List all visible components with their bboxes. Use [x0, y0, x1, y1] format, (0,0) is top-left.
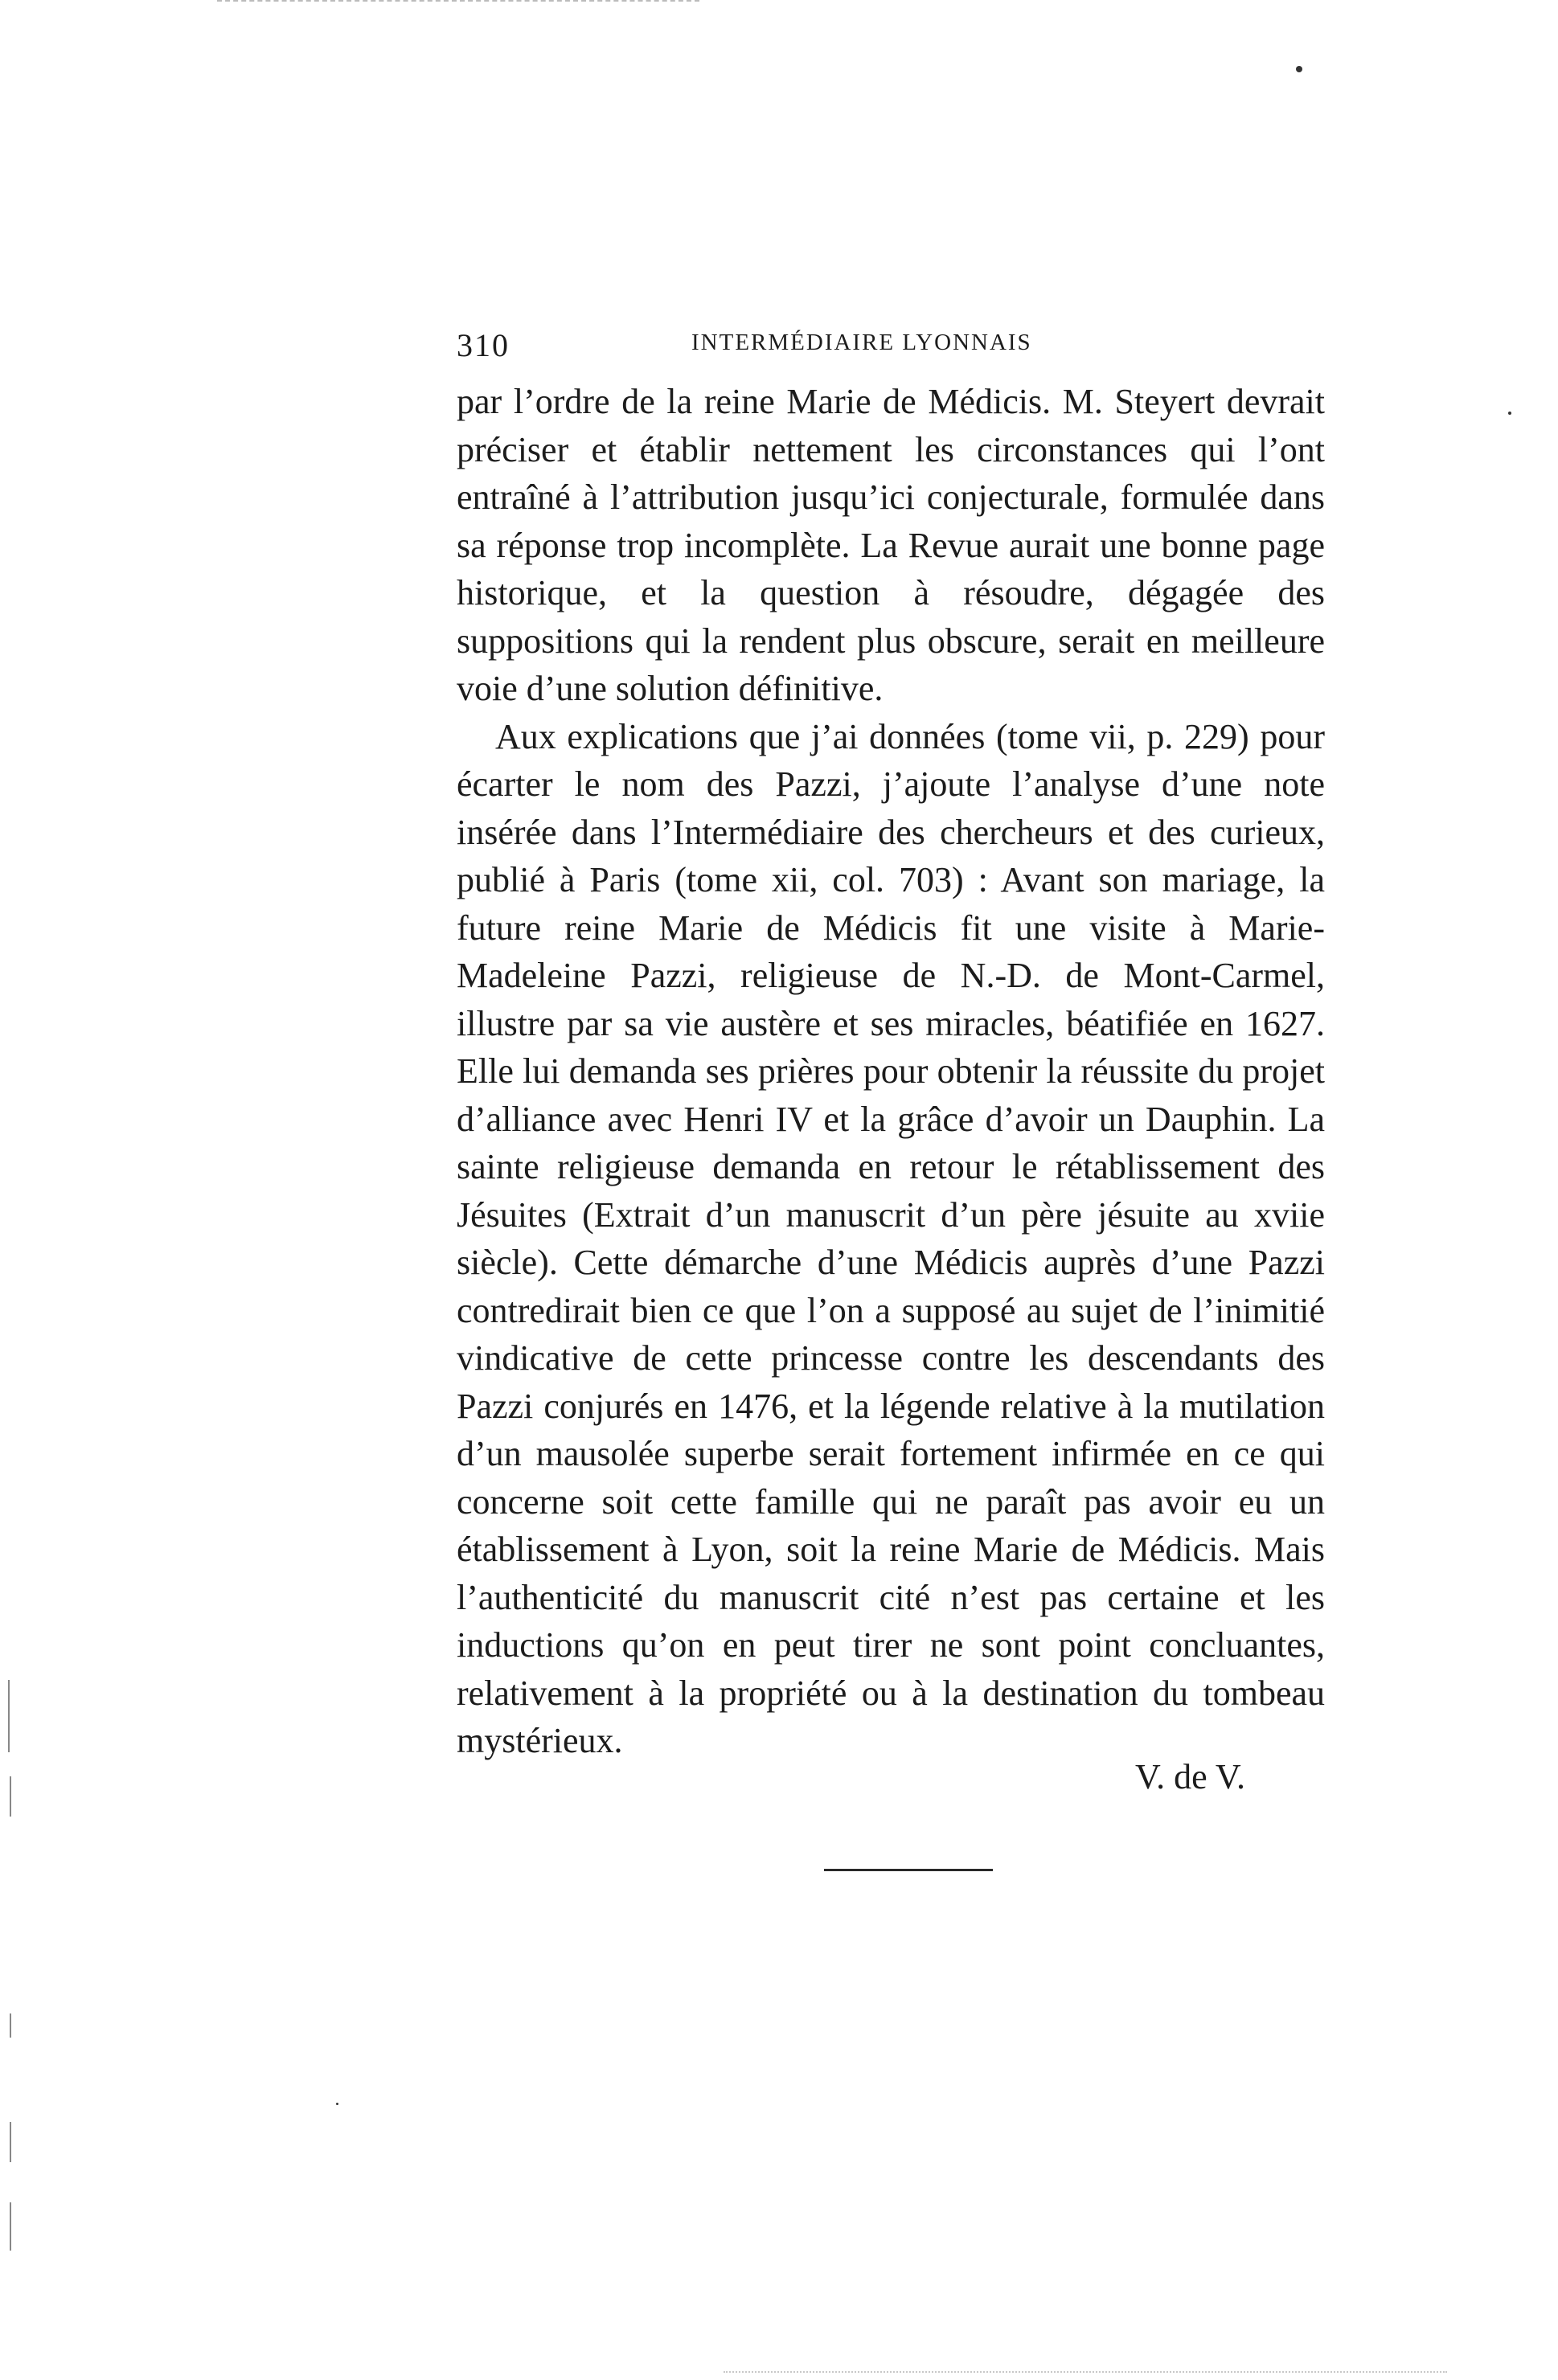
margin-scan-line [10, 2122, 11, 2162]
margin-scan-line [10, 1776, 11, 1817]
author-signature: V. de V. [1135, 1757, 1245, 1796]
margin-scan-line [10, 2013, 11, 2038]
ink-speck [1508, 412, 1511, 415]
scan-edge-marks-bottom [724, 2371, 1447, 2376]
margin-scan-line [10, 2202, 11, 2251]
scan-edge-marks [217, 0, 699, 5]
paragraph-2: Aux explications que j’ai données (tome vii, p. 229) pour écarter le nom des Pazzi, j’ajoute l’analyse d’une note insérée dans l’Intermédiaire des chercheurs et des curieux, publié à Paris (tome xii, col. 703) : Avant son mariage, la future reine Marie de Médicis fit une visite à Marie-Madeleine Pazzi, religieuse de N.-D. de Mont-Carmel, illustre par sa vie austère et ses miracles, béatifiée en 1627. Elle lui demanda ses prières pour obtenir la réussite du projet d’alliance avec Henri IV et la grâce d’avoir un Dauphin. La sainte religieuse demanda en retour le rétablissement des Jésuites (Extrait d’un manuscrit d’un père jésuite au xviie siècle). Cette démarche d’une Médicis auprès d’une Pazzi contredirait bien ce que l’on a supposé au sujet de l’inimitié vindicative de cette princesse contre les descendants des Pazzi conjurés en 1476, et la légende relative à la mutilation d’un mausolée superbe serait fortement infirmée en ce qui concerne soit cette famille qui ne paraît pas avoir eu un établissement à Lyon, soit la reine Marie de Médicis. Mais l’authenticité du manuscrit cité n’est pas certaine et les inductions qu’on en peut tirer ne sont point concluantes, relativement à la propriété ou à la destination du tombeau mystérieux. [457, 716, 1325, 1760]
main-text [457, 378, 1325, 1765]
section-divider [824, 1869, 993, 1871]
ink-speck [1296, 66, 1302, 72]
running-title: INTERMÉDIAIRE LYONNAIS [691, 330, 1032, 355]
ink-speck [336, 2103, 338, 2105]
running-header [457, 322, 1325, 370]
page-number: 310 [457, 327, 510, 363]
margin-scan-line [8, 1680, 10, 1752]
paragraph-1: par l’ordre de la reine Marie de Médicis. M. Steyert devrait préciser et établir nettement les circonstances qui l’ont entraîné à l’attribution jusqu’ici conjecturale, formulée dans sa réponse trop incomplète. La Revue aurait une bonne page historique, et la question à résoudre, dégagée des suppositions qui la rendent plus obscure, serait en meilleure voie d’une solution définitive. [457, 382, 1325, 708]
